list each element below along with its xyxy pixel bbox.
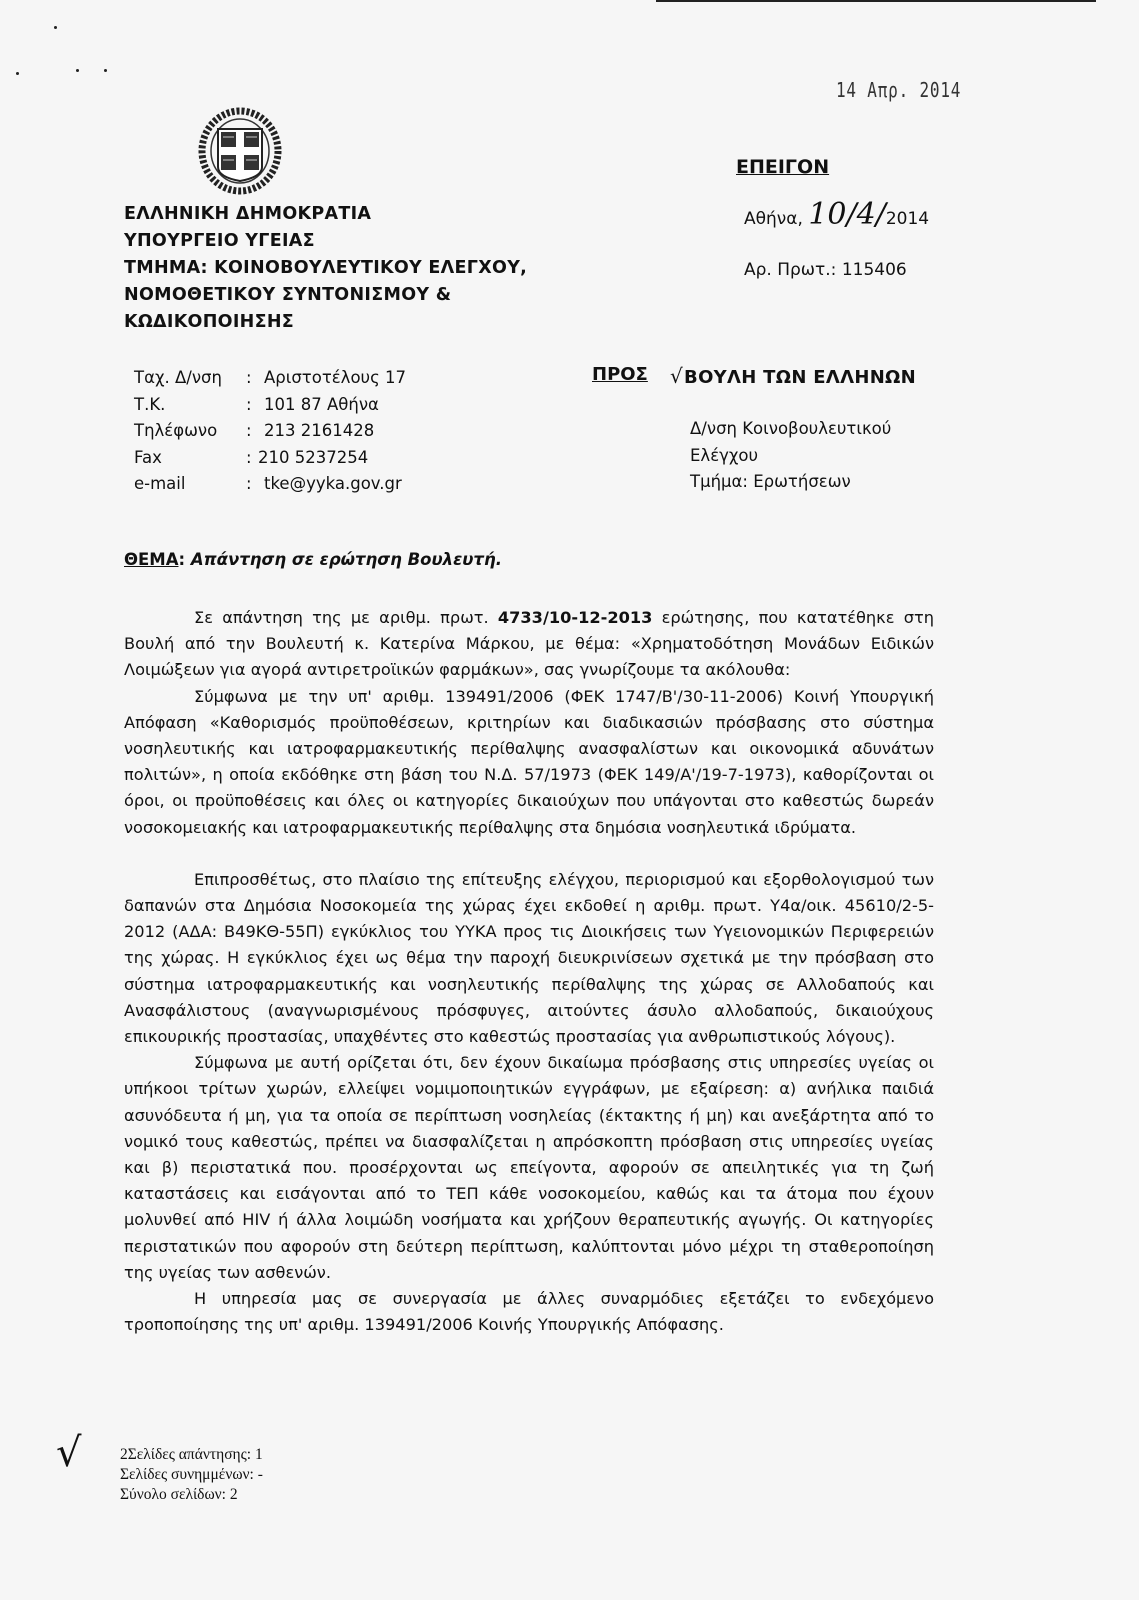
- letter-body: [124, 605, 934, 1338]
- header-line: ΤΜΗΜΑ: ΚΟΙΝΟΒΟΥΛΕΥΤΙΚΟΥ ΕΛΕΓΧΟΥ,: [124, 258, 528, 278]
- protocol-number-line: [744, 260, 907, 280]
- contact-label: Fax: [134, 447, 162, 467]
- contact-value: 210 5237254: [258, 447, 369, 467]
- colon: :: [178, 550, 191, 569]
- footer-line: Σύνολο σελίδων: 2: [120, 1486, 238, 1503]
- urgent-label: ΕΠΕΙΓΟΝ: [736, 156, 830, 178]
- paragraph-1: [124, 605, 934, 684]
- contact-value: 101 87 Αθήνα: [264, 394, 379, 414]
- header-line: ΕΛΛΗΝΙΚΗ ΔΗΜΟΚΡΑΤΙΑ: [124, 204, 372, 224]
- protocol-number: 115406: [841, 260, 907, 280]
- recipient-label: ΠΡΟΣ: [592, 364, 648, 385]
- paragraph-5: Η υπηρεσία μας σε συνεργασία με άλλες συναρμόδιες εξετάζει το ενδεχόμενο τροποποίησης της υπ' αριθμ. 139491/2006 Κοινής Υπουργικής Απόφασης.: [124, 1289, 934, 1335]
- contact-label: Τ.Κ.: [134, 394, 166, 414]
- paragraph-3: Επιπροσθέτως, στο πλαίσιο της επίτευξης ελέγχου, περιορισμού και εξορθολογισμού των δαπανών στα Δημόσια Νοσοκομεία της χώρας έχει εκδοθεί η αριθμ. πρωτ. Υ4α/οικ. 45610/2-5-2012 (ΑΔΑ: Β49ΚΘ-55Π) εγκύκλιος του ΥΥΚΑ προς τις Διοικήσεις των Υγειονομικών Περιφερειών της χώρας. Η εγκύκλιος έχει ως θέμα την παροχή διευκρινίσεων σχετικά με την πρόσβαση στο σύστημα ιατροφαρμακευτικής και νοσηλευτικής περίθαλψης της χώρας σε Αλλοδαπούς και Ανασφάλιστους (αναγνωρισμένους πρόσφυγες, αιτούντες άσυλο αλλοδαπούς, δικαιούχους επικουρικής προστασίας, υπαχθέντες στο καθεστώς προστασίας για ανθρωπιστικούς λόγους).: [124, 869, 934, 1047]
- checkmark-icon: √: [670, 364, 684, 388]
- text: Σε απάντηση της με αριθμ. πρωτ.: [194, 608, 498, 627]
- contact-label: Τηλέφωνο: [134, 421, 218, 440]
- handwritten-date: 10/4/: [808, 197, 886, 232]
- recipient-dept-line: Ελέγχου: [690, 445, 759, 465]
- greek-coat-of-arms-icon: [198, 107, 282, 195]
- header-line: ΥΠΟΥΡΓΕΙΟ ΥΓΕΙΑΣ: [124, 231, 315, 251]
- recipient-name-text: ΒΟΥΛΗ ΤΩΝ ΕΛΛΗΝΩΝ: [684, 367, 917, 388]
- footer-line: Σελίδες συνημμένων: -: [120, 1466, 263, 1483]
- date-line: [744, 197, 930, 232]
- contact-value-email: tke@yyka.gov.gr: [264, 474, 402, 493]
- scan-edge-line: [656, 0, 1096, 2]
- page-count-footer: [120, 1445, 263, 1505]
- scan-speck: [76, 69, 79, 72]
- colon: :: [246, 368, 252, 387]
- subject-label: ΘΕΜΑ: [124, 550, 179, 569]
- header-line: ΝΟΜΟΘΕΤΙΚΟΥ ΣΥΝΤΟΝΙΣΜΟΥ &: [124, 285, 452, 305]
- scan-speck: [54, 26, 57, 29]
- colon: :: [246, 421, 252, 440]
- checkmark-icon: √: [56, 1430, 82, 1476]
- paragraph-4: Σύμφωνα με αυτή ορίζεται ότι, δεν έχουν δικαίωμα πρόσβασης στις υπηρεσίες υγείας οι υπήκοοι τρίτων χωρών, ελλείψει νομιμοποιητικών εγγράφων, με εξαίρεση: α) ανήλικα παιδιά ασυνόδευτα ή μη, για τα οποία σε περίπτωση νοσηλείας (έκτακτης ή μη) και ανεξάρτητα από το νομικό τους καθεστώς, πρέπει να διασφαλίζεται η απρόσκοπτη πρόσβαση στις υπηρεσίες υγείας και β) περιστατικά που. προσέρχονται ως επείγοντα, αφορούν σε απειλητικές για τη ζωή καταστάσεις και εισάγονται από το ΤΕΠ κάθε νοσοκομείου, καθώς και τα άτομα που έχουν μολυνθεί από HIV ή άλλα λοιμώδη νοσήματα και χρήζουν θεραπευτικής αγωγής. Οι κατηγορίες περιστατικών που αφορούν στη δεύτερη περίπτωση, καλύπτονται μόνο μέχρι τη σταθεροποίηση της υγείας των ασθενών.: [124, 1053, 934, 1282]
- subject-line: [124, 550, 502, 569]
- contact-row-address: [134, 365, 406, 392]
- contact-value: Αριστοτέλους 17: [264, 368, 407, 387]
- contact-label: Ταχ. Δ/νση: [134, 368, 222, 387]
- contact-row-phone: [134, 418, 406, 445]
- colon: :: [246, 447, 252, 467]
- subject-text: Απάντηση σε ερώτηση Βουλευτή.: [190, 550, 502, 569]
- issuer-header: [124, 201, 527, 336]
- contact-row-postcode: [134, 392, 406, 419]
- contact-value: 213 2161428: [264, 421, 375, 440]
- paragraph-2: Σύμφωνα με την υπ' αριθμ. 139491/2006 (ΦΕΚ 1747/Β'/30-11-2006) Κοινή Υπουργική Απόφαση «Καθορισμός προϋποθέσεων, κριτηρίων και διαδικασιών πρόσβασης στο σύστημα νοσηλευτικής και ιατροφαρμακευτικής περίθαλψης ανασφαλίστων και οικονομικά αδυνάτων πολιτών», η οποία εκδόθηκε στη βάση του Ν.Δ. 57/1973 (ΦΕΚ 149/Α'/19-7-1973), καθορίζονται οι όροι, οι προϋποθέσεις και όλες οι κατηγορίες δικαιούχων που υπάγονται στο καθεστώς δωρεάν νοσοκομειακής και ιατροφαρμακευτικής περίθαλψης στα δημόσια νοσηλευτικά ιδρύματα.: [124, 686, 934, 837]
- colon: :: [246, 394, 252, 414]
- text: ερώτησης, που κατατέθηκε στη Βουλή από την Βουλευτή κ. Κατερίνα Μάρκου, με θέμα: «Χρηματοδότηση Μονάδων Ειδικών Λοιμώξεων για αγορά αντιρετροϊικών φαρμάκων», σας γνωρίζουμε τα ακόλουθα:: [124, 608, 934, 680]
- colon: :: [246, 474, 252, 493]
- protocol-label: Αρ. Πρωτ.:: [744, 260, 837, 280]
- footer-line: 2Σελίδες απάντησης: 1: [120, 1446, 263, 1463]
- contact-block: [134, 365, 406, 498]
- contact-label: e-mail: [134, 474, 186, 493]
- contact-row-email: [134, 471, 406, 498]
- date-year: 2014: [885, 209, 930, 229]
- header-line: ΚΩΔΙΚΟΠΟΙΗΣΗΣ: [124, 312, 295, 332]
- scan-speck: [16, 72, 19, 75]
- contact-row-fax: [134, 445, 406, 472]
- recipient-department: [690, 416, 891, 496]
- city: Αθήνα,: [744, 209, 803, 229]
- recipient-dept-line: Δ/νση Κοινοβουλευτικού: [690, 419, 892, 438]
- question-reference: 4733/10-12-2013: [497, 608, 653, 627]
- received-date-stamp: 14 Απρ. 2014: [836, 78, 962, 102]
- scan-speck: [104, 69, 107, 72]
- recipient-dept-line: Τμήμα: Ερωτήσεων: [690, 472, 851, 491]
- recipient-name: [670, 364, 916, 388]
